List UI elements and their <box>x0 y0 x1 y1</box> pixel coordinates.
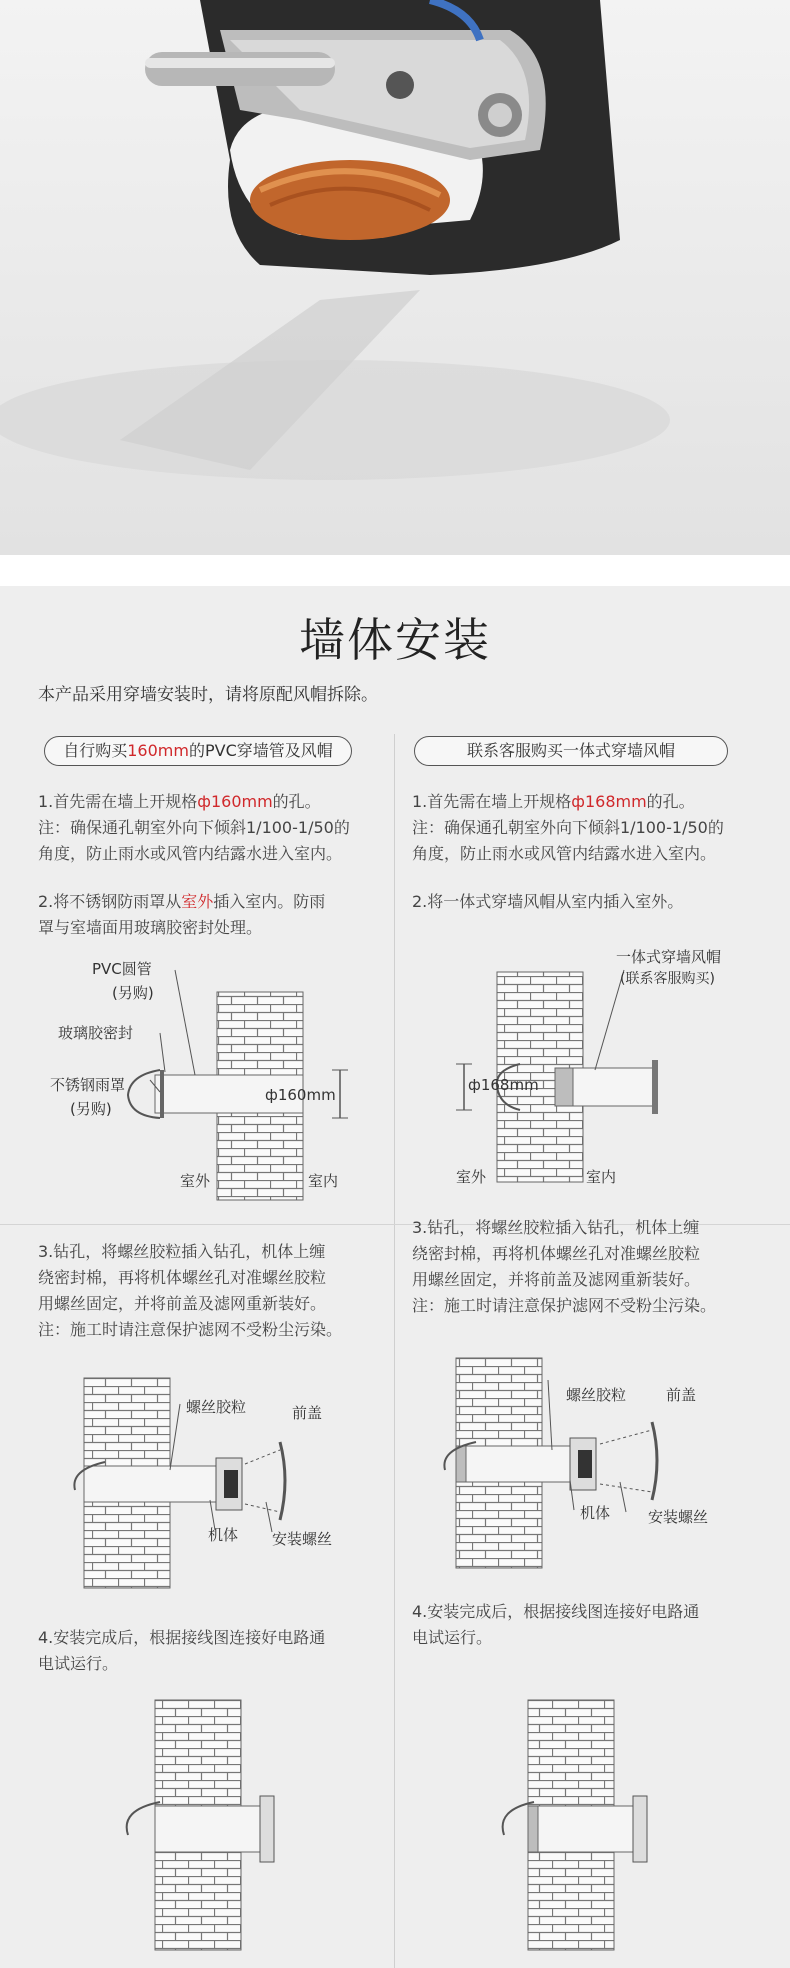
right-step2: 2.将一体式穿墙风帽从室内插入室外。 <box>412 892 684 911</box>
label-screw-right: 安装螺丝 <box>648 1508 709 1526</box>
label-indoor-right: 室内 <box>586 1168 617 1186</box>
label-dia-160: ф160mm <box>265 1086 336 1104</box>
label-integrated-cap: 一体式穿墙风帽 <box>616 948 722 966</box>
left-option-header: 自行购买160mm的PVC穿墙管及风帽 <box>44 736 352 766</box>
label-anchor-right: 螺丝胶粒 <box>566 1386 627 1404</box>
column-divider <box>394 734 395 1968</box>
label-screw-left: 安装螺丝 <box>272 1530 333 1548</box>
left-note1-line2: 角度，防止雨水或风管内结露水进入室内。 <box>38 844 343 863</box>
left-step4-line2: 电试运行。 <box>38 1654 119 1673</box>
right-step3-line2: 绕密封棉，再将机体螺丝孔对准螺丝胶粒 <box>412 1244 701 1263</box>
left-step3-line2: 绕密封棉，再将机体螺丝孔对准螺丝胶粒 <box>38 1268 327 1287</box>
right-note1-line2: 角度，防止雨水或风管内结露水进入室内。 <box>412 844 717 863</box>
label-outdoor-left: 室外 <box>180 1172 211 1190</box>
page-title: 墙体安装 <box>299 613 491 667</box>
right-option-header: 联系客服购买一体式穿墙风帽 <box>414 736 728 766</box>
label-outdoor-right: 室外 <box>456 1168 487 1186</box>
left-note1-line1: 注：确保通孔朝室外向下倾斜1/100-1/50的 <box>38 818 350 837</box>
left-step2-line2: 罩与室墙面用玻璃胶密封处理。 <box>38 918 263 937</box>
right-step3-line1: 3.钻孔，将螺丝胶粒插入钻孔，机体上缠 <box>412 1218 700 1237</box>
label-dia-168: ф168mm <box>468 1076 539 1094</box>
intro-text: 本产品采用穿墙安装时，请将原配风帽拆除。 <box>38 685 378 705</box>
motor-photo <box>0 0 790 555</box>
left-step2: 2.将不锈钢防雨罩从室外插入室内。防雨 <box>38 892 326 911</box>
right-step3-note: 注：施工时请注意保护滤网不受粉尘污染。 <box>412 1296 717 1315</box>
label-cover-left: 前盖 <box>292 1404 323 1422</box>
label-rain-hood-sub: (另购) <box>70 1100 112 1118</box>
right-step4-line1: 4.安装完成后，根据接线图连接好电路通 <box>412 1602 700 1621</box>
label-body-left: 机体 <box>208 1526 239 1544</box>
left-step1: 1.首先需在墙上开规格ф160mm的孔。 <box>38 792 321 811</box>
label-cover-right: 前盖 <box>666 1386 697 1404</box>
label-rain-hood: 不锈钢雨罩 <box>50 1076 126 1094</box>
right-step1: 1.首先需在墙上开规格ф168mm的孔。 <box>412 792 695 811</box>
right-note1-line1: 注：确保通孔朝室外向下倾斜1/100-1/50的 <box>412 818 724 837</box>
right-step3-line3: 用螺丝固定，并将前盖及滤网重新装好。 <box>412 1270 701 1289</box>
right-cap-diagram <box>400 960 780 1200</box>
left-finished-diagram <box>110 1700 370 1960</box>
label-glass-glue: 玻璃胶密封 <box>58 1024 134 1042</box>
left-pvc-diagram <box>10 940 390 1200</box>
motor-illustration <box>0 0 790 555</box>
label-pvc-pipe-sub: (另购) <box>112 984 154 1002</box>
left-step3-line1: 3.钻孔，将螺丝胶粒插入钻孔，机体上缠 <box>38 1242 326 1261</box>
right-finished-diagram <box>500 1700 760 1960</box>
label-integrated-cap-sub: (联系客服购买) <box>620 971 715 987</box>
left-step3-line3: 用螺丝固定，并将前盖及滤网重新装好。 <box>38 1294 327 1313</box>
right-step4-line2: 电试运行。 <box>412 1628 493 1647</box>
label-anchor-left: 螺丝胶粒 <box>186 1398 247 1416</box>
left-step3-note: 注：施工时请注意保护滤网不受粉尘污染。 <box>38 1320 343 1339</box>
label-indoor-left: 室内 <box>308 1172 339 1190</box>
label-pvc-pipe: PVC圆管 <box>92 960 152 978</box>
label-body-right: 机体 <box>580 1504 611 1522</box>
left-step4-line1: 4.安装完成后，根据接线图连接好电路通 <box>38 1628 326 1647</box>
